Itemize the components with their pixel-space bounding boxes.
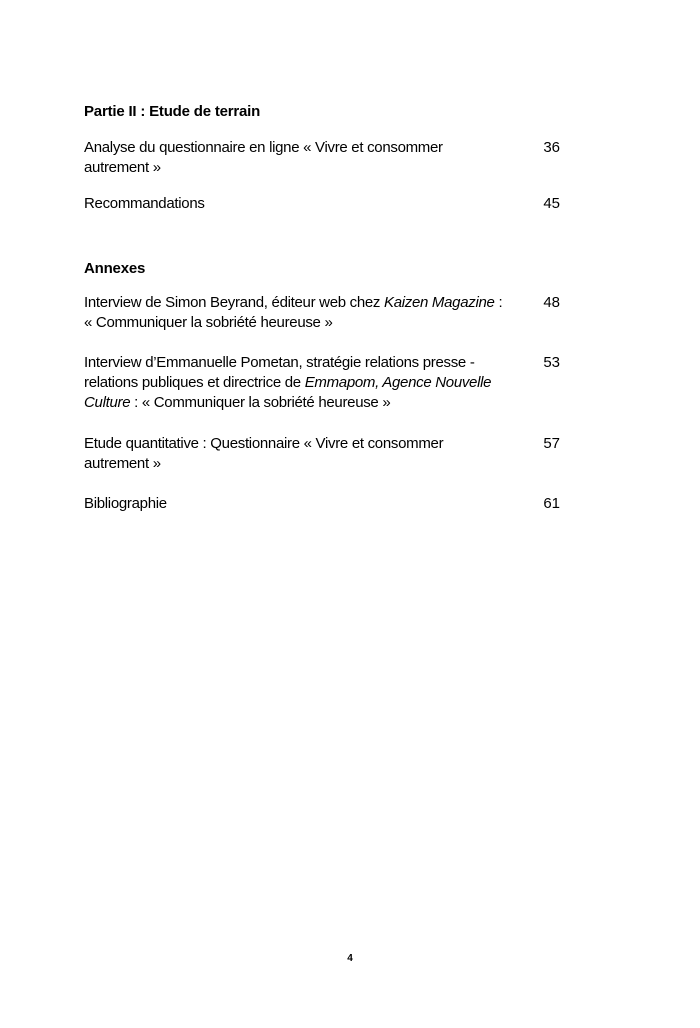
toc-entry bbox=[84, 138, 560, 178]
toc-entry-page-number: 45 bbox=[543, 195, 560, 212]
toc-entry-page-number: 61 bbox=[543, 495, 560, 512]
section-heading-partie-2: Partie II : Etude de terrain bbox=[84, 103, 261, 120]
toc-entry bbox=[84, 434, 560, 474]
toc-entry-title: Recommandations bbox=[84, 195, 205, 212]
toc-entry bbox=[84, 293, 560, 333]
toc-entry-page-number: 36 bbox=[543, 139, 560, 156]
toc-entry-page-number: 53 bbox=[543, 354, 560, 371]
toc-entry bbox=[84, 194, 560, 214]
toc-entry-title: Etude quantitative : Questionnaire « Vivre et consommer autrement » bbox=[84, 435, 444, 472]
toc-entry-title: Bibliographie bbox=[84, 495, 167, 512]
footer-page-number: 4 bbox=[347, 953, 353, 964]
toc-entry-title: Interview de Simon Beyrand, éditeur web chez Kaizen Magazine : « Communiquer la sobriété heureuse » bbox=[84, 294, 503, 331]
toc-entry-title: Interview d’Emmanuelle Pometan, stratégie relations presse - relations publiques et directrice de Emmapom, Agence Nouvelle Culture : « Communiquer la sobriété heureuse » bbox=[84, 354, 492, 411]
toc-entry bbox=[84, 494, 560, 514]
toc-entry-page-number: 57 bbox=[543, 435, 560, 452]
toc-entry-title: Analyse du questionnaire en ligne « Vivre et consommer autrement » bbox=[84, 139, 443, 176]
toc-entry bbox=[84, 353, 560, 413]
section-heading-annexes: Annexes bbox=[84, 260, 146, 277]
toc-entry-page-number: 48 bbox=[543, 294, 560, 311]
